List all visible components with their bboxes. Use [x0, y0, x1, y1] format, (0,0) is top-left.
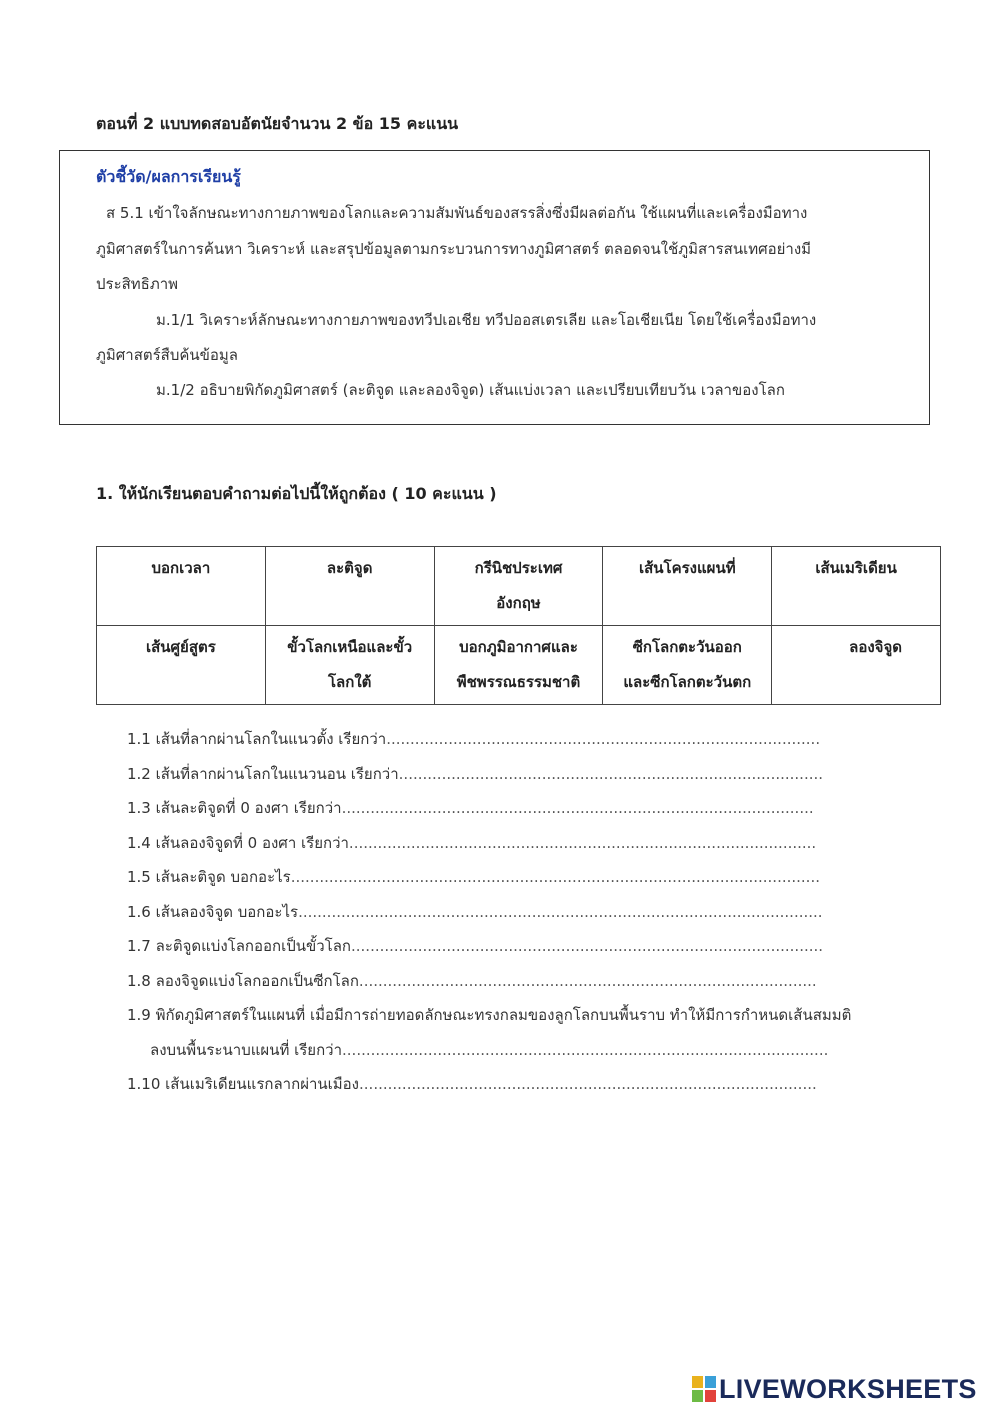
answer-blank[interactable]: .................................................................................................. — [348, 833, 817, 852]
question-item — [127, 969, 851, 1004]
word-bank-term: ละติจูด — [326, 559, 373, 577]
question-text: 1.6 เส้นลองจิจูด บอกอะไร — [127, 902, 299, 921]
word-bank-cell — [772, 547, 941, 626]
word-bank-cell — [603, 626, 772, 705]
question-item — [127, 900, 851, 935]
word-bank-cell — [265, 547, 434, 626]
answer-blank[interactable]: ............................................................................................................... — [290, 868, 820, 886]
answer-blank[interactable]: .............................................................................................................. — [298, 902, 823, 921]
question-text: 1.10 เส้นเมริเดียนแรกลากผ่านเมือง — [127, 1075, 360, 1093]
question-item — [127, 796, 851, 831]
indicator-line: ม.1/1 วิเคราะห์ลักษณะทางกายภาพของทวีปเอเชีย ทวีปออสเตรเลีย และโอเชียเนีย โดยใช้เครื่องมือทาง — [156, 311, 817, 329]
answer-blank[interactable]: ......................................................................................... — [398, 764, 824, 783]
word-bank-term: เส้นโครงแผนที่ — [638, 559, 736, 577]
question-item — [127, 934, 851, 969]
part-title: ตอนที่ 2 แบบทดสอบอัตนัยจำนวน 2 ข้อ 15 คะแนน — [96, 114, 459, 133]
word-bank-term: เส้นเมริเดียน — [815, 559, 897, 577]
question-item — [127, 865, 851, 900]
word-bank-cell — [265, 626, 434, 705]
question-text: 1.8 ลองจิจูดแบ่งโลกออกเป็นซีกโลก — [127, 971, 359, 990]
word-bank-cell — [434, 626, 603, 705]
indicator-line: ภูมิศาสตร์ในการค้นหา วิเคราะห์ และสรุปข้อมูลตามกระบวนการทางภูมิศาสตร์ ตลอดจนใช้ภูมิสารสนเทศอย่างมี — [96, 240, 812, 258]
question-text: 1.7 ละติจูดแบ่งโลกออกเป็นขั้วโลก — [127, 937, 351, 955]
word-bank-cell — [97, 626, 266, 705]
word-bank-term: กรีนิชประเทศ อังกฤษ — [474, 559, 563, 612]
logo-grid-icon — [692, 1376, 716, 1402]
question-text: 1.2 เส้นที่ลากผ่านโลกในแนวนอน เรียกว่า — [127, 764, 399, 783]
question-item — [127, 1003, 851, 1038]
question-item — [127, 831, 851, 866]
answer-blank[interactable]: ................................................................................................... — [341, 799, 814, 817]
word-bank-cell — [97, 547, 266, 626]
indicator-line: ภูมิศาสตร์สืบค้นข้อมูล — [96, 346, 238, 364]
question-text: 1.4 เส้นลองจิจูดที่ 0 องศา เรียกว่า — [127, 833, 349, 852]
answer-blank[interactable]: ................................................................................................ — [358, 971, 817, 990]
indicator-line: ประสิทธิภาพ — [96, 275, 179, 293]
indicator-heading: ตัวชี้วัด/ผลการเรียนรู้ — [96, 167, 241, 186]
word-bank-term: บอกเวลา — [151, 559, 211, 577]
answer-blank[interactable]: ................................................................................................ — [359, 1075, 817, 1093]
word-bank-cell — [434, 547, 603, 626]
word-bank-term: บอกภูมิอากาศและ พืชพรรณธรรมชาติ — [456, 638, 581, 691]
question-item-continuation — [127, 1038, 851, 1073]
word-bank-term: ลองจิจูด — [849, 638, 902, 656]
indicator-box — [59, 150, 930, 425]
word-bank-cell — [603, 547, 772, 626]
question-text: 1.5 เส้นละติจูด บอกอะไร — [127, 868, 291, 886]
word-bank-cell — [772, 626, 941, 705]
word-bank-term: เส้นศูย์สูตร — [145, 638, 216, 656]
question-text: 1.9 พิกัดภูมิศาสตร์ในแผนที่ เมื่อมีการถ่ายทอดลักษณะทรงกลมของลูกโลกบนพื้นราบ ทำให้มีการกำหนดเส้นสมมติ — [127, 1006, 852, 1024]
question-item — [127, 762, 851, 797]
liveworksheets-logo — [692, 1372, 977, 1406]
indicator-line: ส 5.1 เข้าใจลักษณะทางกายภาพของโลกและความสัมพันธ์ของสรรสิ่งซึ่งมีผลต่อกัน ใช้แผนที่และเครื่องมือทาง — [106, 204, 808, 222]
question-text: ลงบนพื้นระนาบแผนที่ เรียกว่า — [150, 1040, 343, 1059]
word-bank-term: ขั้วโลกเหนือและขั้ว โลกใต้ — [287, 638, 413, 691]
answer-blank[interactable]: ...................................................................................................... — [342, 1040, 829, 1059]
question-list — [127, 727, 851, 1107]
answer-blank[interactable]: ........................................................................................... — [386, 730, 821, 748]
word-bank-row — [97, 547, 941, 626]
answer-blank[interactable]: ................................................................................................... — [351, 937, 824, 955]
question-text: 1.1 เส้นที่ลากผ่านโลกในแนวตั้ง เรียกว่า — [127, 730, 387, 748]
indicator-line: ม.1/2 อธิบายพิกัดภูมิศาสตร์ (ละติจูด และลองจิจูด) เส้นแบ่งเวลา และเปรียบเทียบวัน เวลาของโลก — [156, 381, 785, 399]
question-item — [127, 727, 851, 762]
question-item — [127, 1072, 851, 1107]
question-text: 1.3 เส้นละติจูดที่ 0 องศา เรียกว่า — [127, 799, 342, 817]
question-title: 1. ให้นักเรียนตอบคำถามต่อไปนี้ให้ถูกต้อง ( 10 คะแนน ) — [96, 484, 497, 503]
word-bank-row — [97, 626, 941, 705]
logo-text: LIVEWORKSHEETS — [719, 1373, 977, 1404]
word-bank-term: ซีกโลกตะวันออก และซีกโลกตะวันตก — [623, 638, 752, 691]
word-bank-table — [96, 546, 941, 705]
